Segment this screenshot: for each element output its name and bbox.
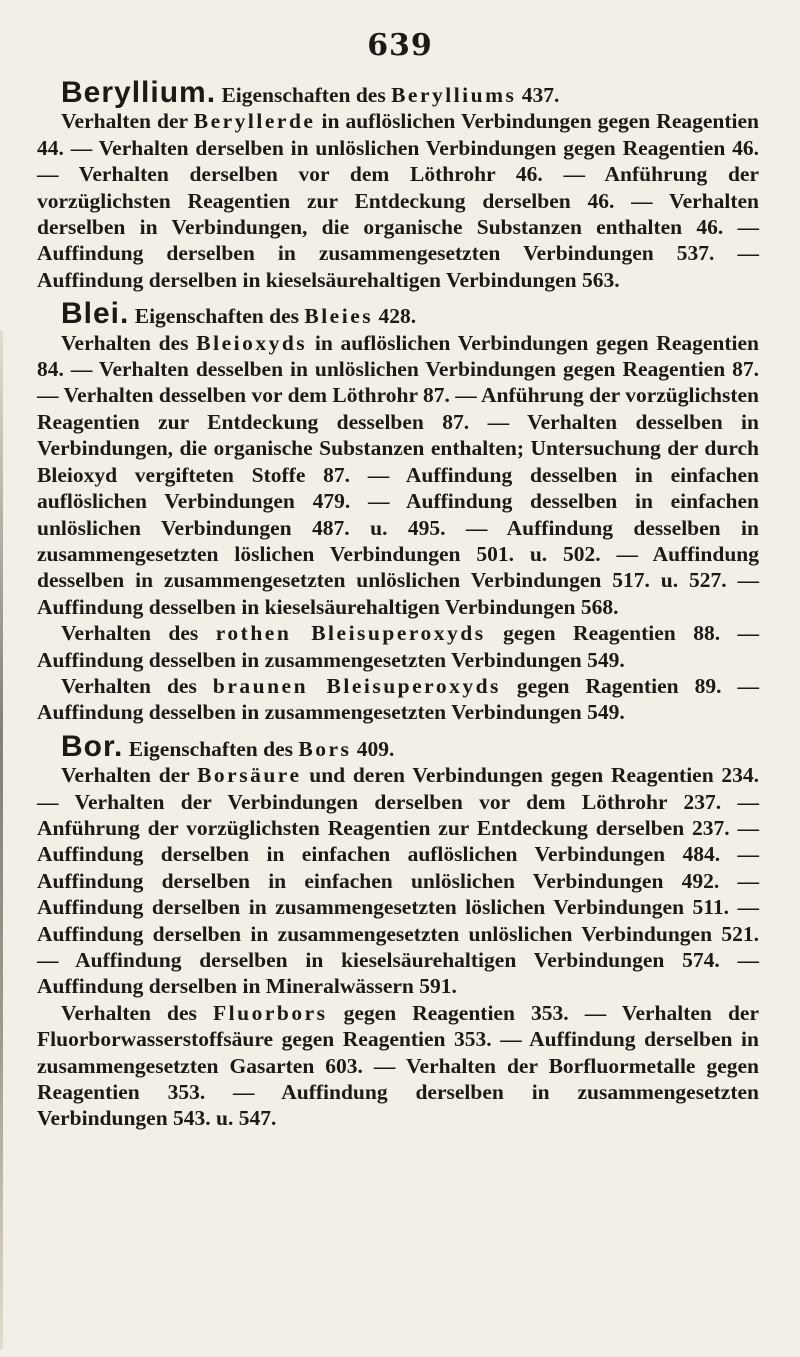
page-binding-shadow — [0, 330, 3, 1350]
entry-heading: Beryllium. Eigenschaften des Berylliums 437. — [61, 76, 560, 109]
page-number: 639 — [367, 28, 433, 63]
index-content — [37, 76, 760, 1140]
index-entry-blei — [37, 297, 760, 726]
entry-paragraph: Verhalten der Beryllerde in auflöslichen Verbindungen gegen Reagentien 44. — Verhalten derselben in unlöslichen Verbindungen gegen Reagentien 46. — Verhalten derselben vor dem Löthrohr 46. — Anführung der vorzüglichsten Reagentien zur Entdeckung derselben 46. — Verhalten derselben in Verbindungen, die organische Substanzen enthalten 46. — Auffindung derselben in zusammengesetzten Verbindungen 537. — Auffindung derselben in kieselsäurehaltigen Verbindungen 563. — [37, 109, 760, 292]
entry-head-word: Bor. — [61, 729, 124, 763]
entry-head-word: Beryllium. — [61, 76, 217, 109]
entry-paragraph: Verhalten des rothen Bleisuperoxyds gegen Reagentien 88. — Auffindung desselben in zusammengesetzten Verbindungen 549. — [37, 621, 760, 672]
entry-paragraph: Verhalten des braunen Bleisuperoxyds gegen Ragentien 89. — Auffindung desselben in zusammengesetzten Verbindungen 549. — [37, 673, 759, 725]
entry-paragraph: Verhalten der Borsäure und deren Verbindungen gegen Reagentien 234. — Verhalten der Verbindungen derselben vor dem Löthrohr 237. — Anführung der vorzüglichsten Reagentien zur Entdeckung derselben 237. — Auffindung derselben in einfachen auflöslichen Verbindungen 484. — Auffindung derselben in einfachen unlöslichen Verbindungen 492. — Auffindung derselben in zusammengesetzten löslichen Verbindungen 511. — Auffindung derselben in zusammengesetzten unlöslichen Verbindungen 521. — Auffindung derselben in kieselsäurehaltigen Verbindungen 574. — Auffindung derselben in Mineralwässern 591. — [37, 763, 760, 999]
entry-paragraph: Verhalten des Fluorbors gegen Reagentien 353. — Verhalten der Fluorborwasserstoffsäure gegen Reagentien 353. — Auffindung derselben in zusammengesetzten Gasarten 603. — Verhalten der Borfluormetalle gegen Reagentien 353. — Auffindung derselben in zusammengesetzten Verbindungen 543. u. 547. — [37, 1000, 760, 1131]
entry-head-word: Blei. — [61, 297, 130, 331]
entry-heading: Bor. Eigenschaften des Bors 409. — [61, 729, 395, 763]
index-entry-beryllium — [37, 76, 760, 293]
entry-paragraph: Verhalten des Bleioxyds in auflöslichen Verbindungen gegen Reagentien 84. — Verhalten desselben in unlöslichen Verbindungen gegen Reagentien 87. — Verhalten desselben vor dem Löthrohr 87. — Anführung der vorzüglichsten Reagentien zur Entdeckung desselben 87. — Verhalten desselben in Verbindungen, die organische Substanzen enthalten; Untersuchung der durch Bleioxyd vergifteten Stoffe 87. — Auffindung desselben in einfachen auflöslichen Verbindungen 479. — Auffindung desselben in einfachen unlöslichen Verbindungen 487. u. 495. — Auffindung desselben in zusammengesetzten löslichen Verbindungen 501. u. 502. — Auffindung desselben in zusammengesetzten unlöslichen Verbindungen 517. u. 527. — Auffindung desselben in kieselsäurehaltigen Verbindungen 568. — [37, 330, 759, 619]
index-entry-bor — [37, 729, 760, 1132]
entry-heading: Blei. Eigenschaften des Bleies 428. — [61, 297, 417, 331]
